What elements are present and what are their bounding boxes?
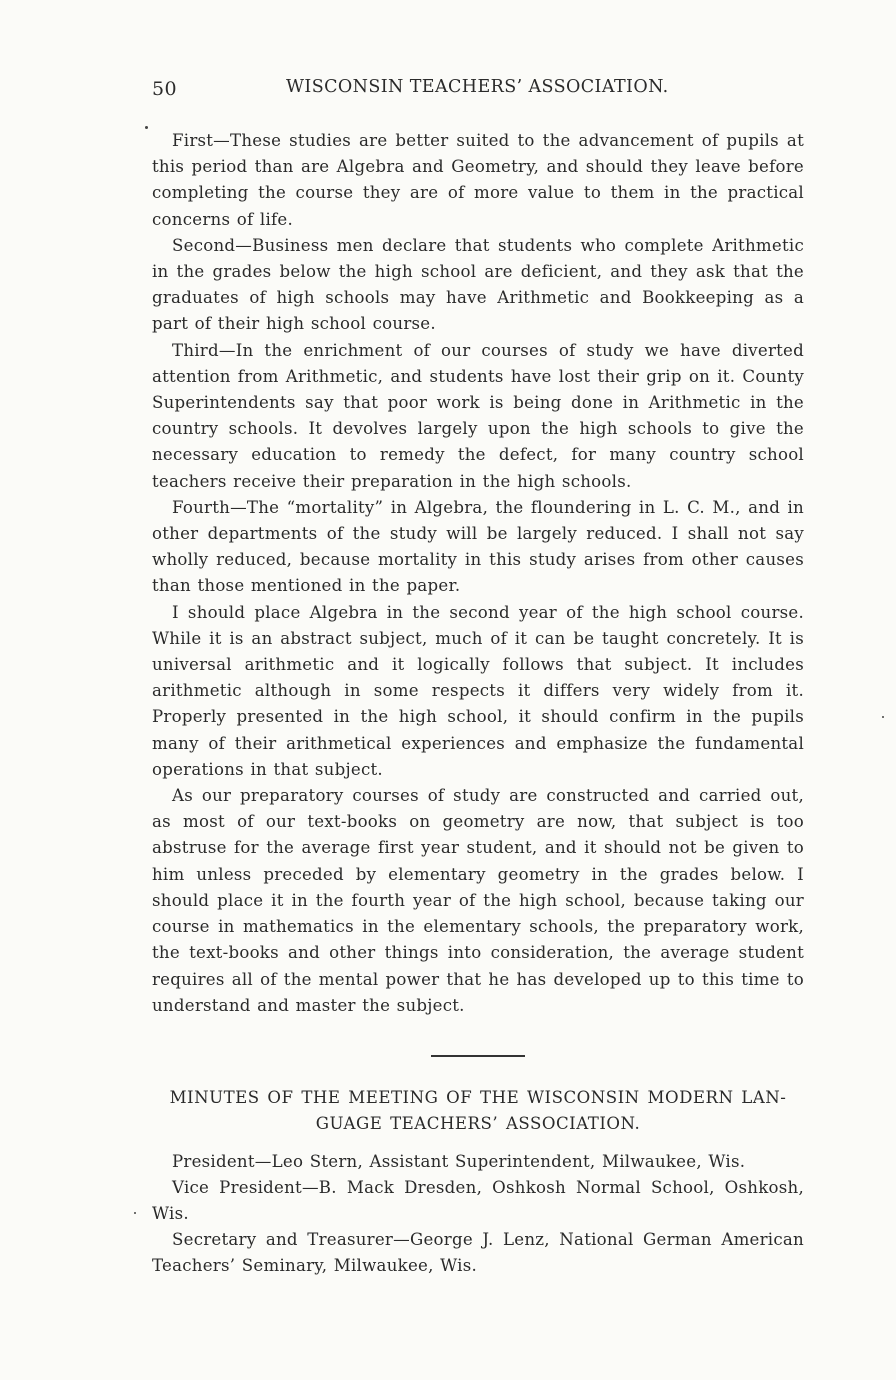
paragraph-fourth: Fourth—The “mortality” in Algebra, the floundering in L. C. M., and in other departments of the study will be largely reduced. I shall not say wholly reduced, because mortality in this study arises from other causes than those mentioned in the paper. <box>152 497 804 596</box>
body-text <box>152 128 804 1019</box>
section-divider <box>431 1055 525 1057</box>
print-speck <box>134 1212 136 1214</box>
page-number: 50 <box>152 78 177 100</box>
paragraph-second: Second—Business men declare that students who complete Arithmetic in the grades below the high school are deficient, and they ask that the graduates of high schools may have Arithmetic and Bookkeeping as a part of their high school course. <box>152 235 804 334</box>
minutes-heading <box>152 1085 804 1137</box>
officers-list <box>152 1149 804 1280</box>
journal-title: WISCONSIN TEACHERS’ ASSOCIATION. <box>286 77 669 97</box>
paragraph-algebra: I should place Algebra in the second year of the high school course. While it is an abstract subject, much of it can be taught concretely. It is universal arithmetic and it logically follows that subject. It includes arithmetic although in some respects it differs very widely from it. Properly presented in the high school, it should confirm in the pupils many of their arithmetical experiences and emphasize the fundamental operations in that subject. <box>152 602 804 779</box>
officer-president: President—Leo Stern, Assistant Superintendent, Milwaukee, Wis. <box>172 1151 746 1171</box>
paragraph-first: First—These studies are better suited to the advancement of pupils at this period than are Algebra and Geometry, and should they leave before completing the course they are of more value to them in the practical concerns of life. <box>152 131 804 229</box>
officer-secretary-treasurer: Secretary and Treasurer—George J. Lenz, National German American Teachers’ Seminary, Milwaukee, Wis. <box>152 1230 804 1276</box>
book-page <box>152 76 804 1280</box>
running-head <box>152 76 804 106</box>
minutes-heading-line-2: GUAGE TEACHERS’ ASSOCIATION. <box>315 1113 641 1133</box>
officer-vice-president: Vice President—B. Mack Dresden, Oshkosh Normal School, Oshkosh, Wis. <box>152 1177 804 1223</box>
print-speck <box>145 126 148 129</box>
print-speck <box>882 716 884 718</box>
minutes-heading-line-1: MINUTES OF THE MEETING OF THE WISCONSIN MODERN LAN- <box>169 1087 787 1107</box>
paragraph-third: Third—In the enrichment of our courses of study we have diverted attention from Arithmetic, and students have lost their grip on it. County Superintendents say that poor work is being done in Arithmetic in the country schools. It devolves largely upon the high schools to give the necessary education to remedy the defect, for many country school teachers receive their preparation in the high schools. <box>152 340 804 491</box>
paragraph-geometry: As our preparatory courses of study are constructed and carried out, as most of our text-books on geometry are now, that subject is too abstruse for the average first year student, and it should not be given to him unless preceded by elementary geometry in the grades below. I should place it in the fourth year of the high school, because taking our course in mathematics in the elementary schools, the preparatory work, the text-books and other things into consideration, the average student requires all of the mental power that he has developed up to this time to understand and master the subject. <box>152 786 804 1015</box>
